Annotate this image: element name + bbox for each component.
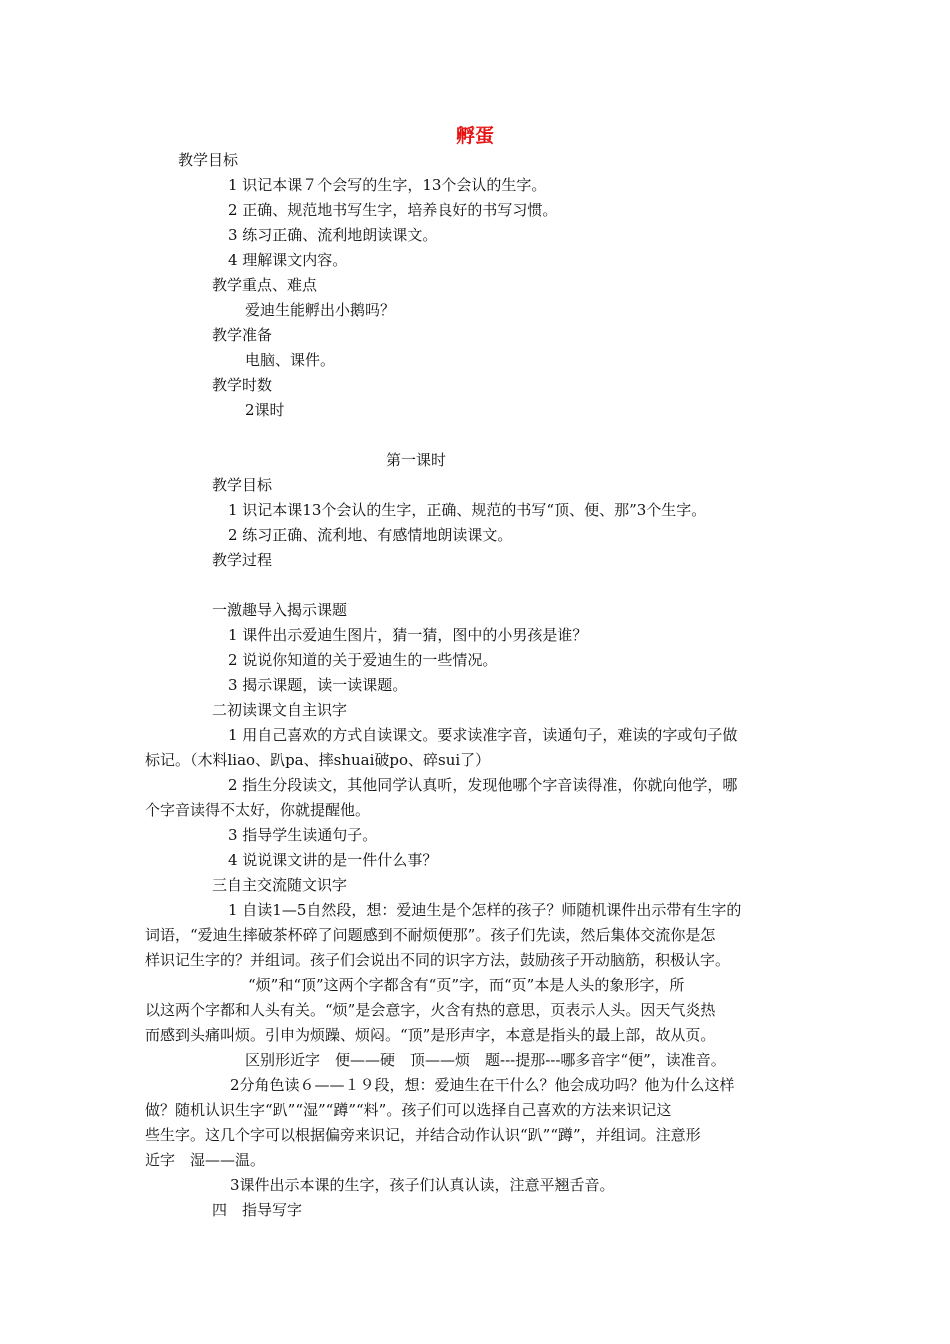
section3-paragraph2-line: 以这两个字都和人头有关。“烦”是会意字，火含有热的意思，页表示人头。因天气炎热 <box>145 1001 716 1019</box>
section1-item: 2 说说你知道的关于爱迪生的一些情况。 <box>228 651 498 669</box>
goal-item: 3 练习正确、流利地朗读课文。 <box>228 226 438 244</box>
section3-paragraph4-line: 些生字。这几个字可以根据偏旁来识记，并结合动作认识“趴”“蹲”，并组词。注意形 <box>145 1126 701 1144</box>
section2-heading: 二初读课文自主识字 <box>212 701 348 719</box>
lesson1-goal-item: 2 练习正确、流利地、有感情地朗读课文。 <box>228 526 513 544</box>
section3-paragraph1-line: 词语，“爱迪生摔破茶杯碎了问题感到不耐烦便那”。孩子们先读，然后集体交流你是怎 <box>145 926 716 944</box>
goal-item: 1 识记本课７个会写的生字，13个会认的生字。 <box>228 176 547 194</box>
section2-paragraph1-line: 1 用自己喜欢的方式自读课文。要求读准字音，读通句子，难读的字或句子做 <box>228 726 738 744</box>
key-points-text: 爱迪生能孵出小鹅吗？ <box>245 301 396 319</box>
teaching-goals-heading: 教学目标 <box>178 151 239 169</box>
section4-heading: 四 指导写字 <box>212 1201 303 1219</box>
section3-paragraph1-line: 1 自读1—5自然段，想：爱迪生是个怎样的孩子？师随机课件出示带有生字的 <box>228 901 742 919</box>
section2-paragraph2-line: 2 指生分段读文，其他同学认真听，发现他哪个字音读得准，你就向他学，哪 <box>228 776 738 794</box>
section2-item: 4 说说课文讲的是一件什么事？ <box>228 851 438 869</box>
section3-paragraph1-line: 样识记生字的？并组词。孩子们会说出不同的识字方法，鼓励孩子开动脑筋，积极认字。 <box>145 951 731 969</box>
goal-item: 4 理解课文内容。 <box>228 251 348 269</box>
lesson1-goals-heading: 教学目标 <box>212 476 273 494</box>
lesson1-heading: 第一课时 <box>386 451 447 469</box>
section3-paragraph2-line: 而感到头痛叫烦。引申为烦躁、烦闷。“顶”是形声字，本意是指头的最上部，故从页。 <box>145 1026 716 1044</box>
hours-text: 2课时 <box>245 401 285 419</box>
section1-heading: 一激趣导入揭示课题 <box>212 601 348 619</box>
document-title: 孵蛋 <box>455 125 494 147</box>
section2-paragraph2-line: 个字音读得不太好，你就提醒他。 <box>145 801 371 819</box>
goal-item: 2 正确、规范地书写生字，培养良好的书写习惯。 <box>228 201 558 219</box>
section3-paragraph4-line: 2分角色读６——１９段，想：爱迪生在干什么？他会成功吗？他为什么这样 <box>230 1076 735 1094</box>
preparation-text: 电脑、课件。 <box>245 351 336 369</box>
key-points-heading: 教学重点、难点 <box>212 276 318 294</box>
section3-similar-chars: 区别形近字 便——硬 顶——烦 题---提那---哪多音字“便”，读准音。 <box>245 1051 726 1069</box>
section3-paragraph4-line: 近字 湿——温。 <box>145 1151 266 1169</box>
section3-heading: 三自主交流随文识字 <box>212 876 348 894</box>
section3-paragraph4-line: 做？随机认识生字“趴”“湿”“蹲”“料”。孩子们可以选择自己喜欢的方法来识记这 <box>145 1101 672 1119</box>
section2-item: 3 指导学生读通句子。 <box>228 826 378 844</box>
section3-item: 3课件出示本课的生字，孩子们认真认读，注意平翘舌音。 <box>230 1176 615 1194</box>
preparation-heading: 教学准备 <box>212 326 273 344</box>
section1-item: 3 揭示课题，读一读课题。 <box>228 676 408 694</box>
section3-paragraph2-line: “烦”和“顶”这两个字都含有“页”字，而“页”本是人头的象形字，所 <box>248 976 685 994</box>
section1-item: 1 课件出示爱迪生图片，猜一猜，图中的小男孩是谁？ <box>228 626 588 644</box>
hours-heading: 教学时数 <box>212 376 273 394</box>
section2-paragraph1-line: 标记。（木料liao、趴pa、摔shuai破po、碎sui了） <box>145 751 491 769</box>
lesson1-goal-item: 1 识记本课13个会认的生字，正确、规范的书写“顶、便、那”3个生字。 <box>228 501 707 519</box>
lesson1-process-heading: 教学过程 <box>212 551 273 569</box>
